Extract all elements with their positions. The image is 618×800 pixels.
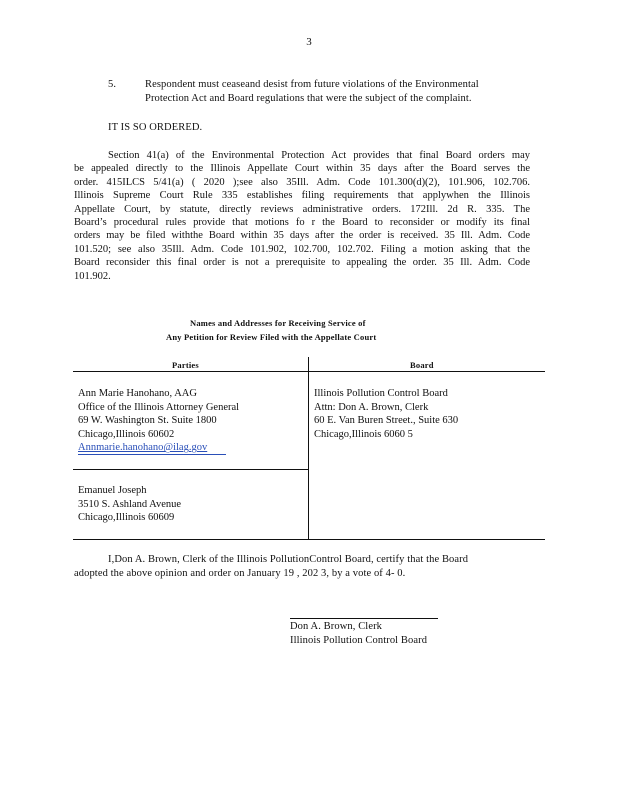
party-2-name: Emanuel Joseph: [78, 485, 147, 496]
signature-line: [290, 618, 438, 619]
appeal-line: order. 415ILCS 5/41(a) ( 2020 );see also 35Ill. Adm. Code 101.300(d)(2), 101.906, 102.706.: [74, 176, 530, 188]
party-1-city: Chicago,Illinois 60602: [78, 428, 175, 440]
order-item-number: 5.: [108, 79, 117, 90]
party-2-street: 3510 S. Ashland Avenue: [78, 498, 182, 510]
party-2-city: Chicago,Illinois 60609: [78, 512, 175, 524]
signature-title: Illinois Pollution Control Board: [290, 635, 428, 646]
board-street: 60 E. Van Buren Street., Suite 630: [314, 415, 459, 427]
appeal-line: Board reconsider this final order is not a prerequisite to appealing the order. 35 Ill. Adm. Code: [74, 257, 530, 269]
appeal-line: Section 41(a) of the Environmental Protection Act provides that final Board orders may: [108, 150, 530, 161]
board-address: [314, 387, 458, 441]
order-item-line-1: Respondent must ceaseand desist from future violations of the Environmental: [145, 79, 479, 90]
certification-line-2: adopted the above opinion and order on January 19 , 202 3, by a vote of 4- 0.: [74, 568, 406, 579]
table-rule-middle: [73, 469, 309, 470]
appeal-line: Board’s procedural rules provide that motions fo r the Board to reconsider or modify its final: [74, 217, 530, 229]
page-number: 3: [306, 36, 312, 48]
so-ordered-heading: IT IS SO ORDERED.: [108, 122, 203, 133]
party-1-email-link[interactable]: Annmarie.hanohano@ilag.gov: [78, 442, 208, 454]
column-header-parties: Parties: [172, 360, 199, 370]
table-caption-line-2: Any Petition for Review Filed with the Appellate Court: [166, 332, 377, 342]
appeal-line: 101.902.: [74, 270, 111, 282]
certification-line-1: I,Don A. Brown, Clerk of the Illinois PollutionControl Board, certify that the Board: [108, 554, 469, 565]
party-1-name: Ann Marie Hanohano, AAG: [78, 388, 197, 399]
table-rule-top: [73, 371, 545, 372]
appeal-line: Illinois Supreme Court Rule 335 establishes filing requirements that applywhen the Illinois: [74, 190, 530, 202]
appeal-line: 101.520; see also 35Ill. Adm. Code 101.902, 102.700, 102.702. Filing a motion asking that the: [74, 243, 530, 255]
email-underline: [78, 454, 226, 455]
appeal-line: Appellate Court, by statute, directly reviews administrative orders. 172Ill. 2d R. 335. The: [74, 203, 530, 215]
appeal-line: be appealed directly to the Illinois Appellate Court within 35 days after the Board serves the: [74, 163, 530, 175]
board-name: Illinois Pollution Control Board: [314, 388, 448, 399]
appeal-paragraph: [74, 149, 530, 283]
table-caption-line-1: Names and Addresses for Receiving Service of: [190, 318, 366, 328]
table-rule-bottom: [73, 539, 545, 540]
party-1-office: Office of the Illinois Attorney General: [78, 401, 240, 413]
column-header-board: Board: [410, 360, 434, 370]
party-2-address: [78, 484, 181, 525]
table-divider-vertical: [308, 357, 309, 539]
party-1-street: 69 W. Washington St. Suite 1800: [78, 415, 217, 427]
board-city: Chicago,Illinois 6060 5: [314, 428, 413, 440]
board-attn: Attn: Don A. Brown, Clerk: [314, 401, 429, 413]
party-1-address: [78, 387, 239, 455]
appeal-line: orders may be filed withthe Board within 35 days after the order is received. 35 Ill. Adm. Code: [74, 230, 530, 242]
signature-name: Don A. Brown, Clerk: [290, 621, 383, 632]
order-item-line-2: Protection Act and Board regulations that were the subject of the complaint.: [145, 93, 472, 104]
